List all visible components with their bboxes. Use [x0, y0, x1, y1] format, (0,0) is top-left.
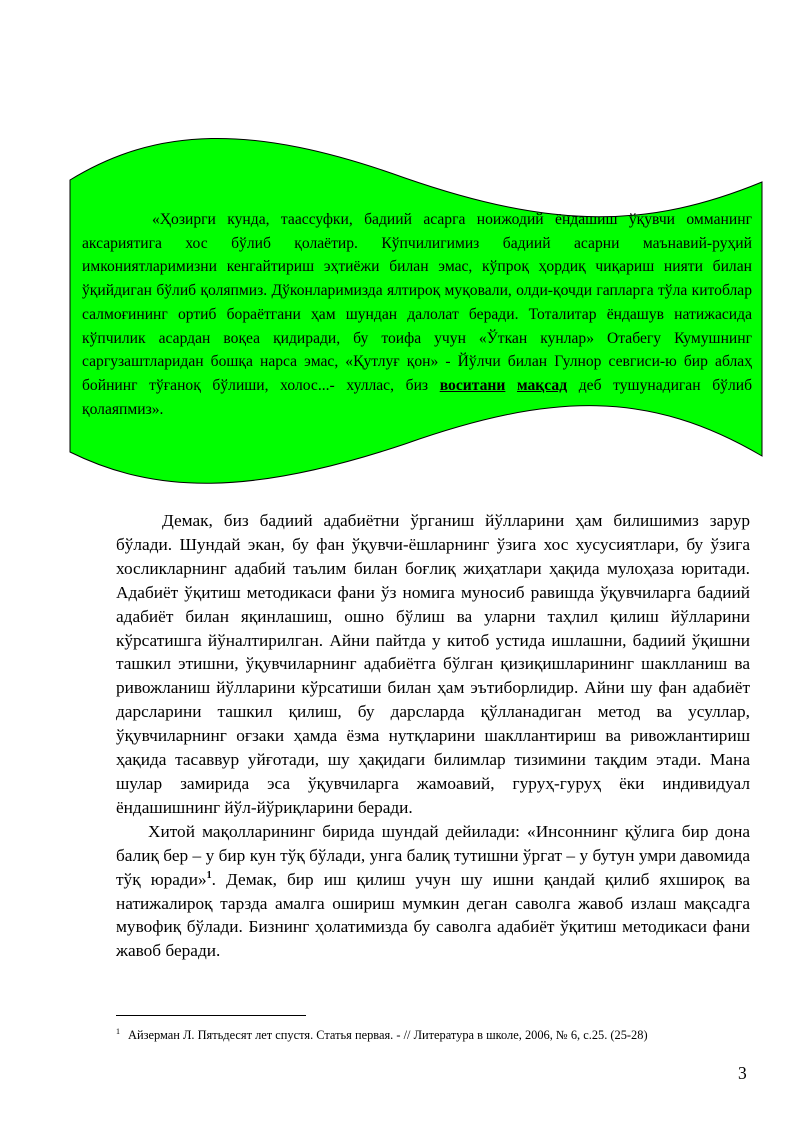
footnote-text: Айзерман Л. Пятьдесят лет спустя. Статья первая. - // Литература в школе, 2006, № 6, с.25. (25-28) — [128, 1028, 648, 1043]
quote-bold-word-2: мақсад — [517, 376, 568, 394]
footnote-number: 1 — [116, 1027, 120, 1036]
main-body — [116, 509, 750, 963]
paragraph-1: Демак, биз бадиий адабиётни ўрганиш йўлларини ҳам билишимиз зарур бўлади. Шундай экан, бу фан ўқувчи-ёшларнинг ўзига хос хусусиятлари, бу ўзига хосликларнинг адабий таълим билан боғлиқ жиҳатлари ҳақида мулоҳаза юритади. Адабиёт ўқитиш методикаси фани ўз номига муносиб равишда ўқувчиларга бадиий адабиёт билан яқинлашиш, ошно бўлиш ва уларни таҳлил қилиш йўлларини кўрсатишга йўналтирилган. Айни пайтда у китоб устида ишлашни, бадиий ўқишни ташкил этишни, ўқувчиларнинг адабиётга бўлган қизиқишларининг шаклланиш ва ривожланиш йўлларини кўрсатиши билан ҳам эътиборлидир. Айни шу фан адабиёт дарсларини ташкил қилиш, бу дарсларда қўлланадиган метод ва усуллар, ўқувчиларнинг оғзаки ҳамда ёзма нутқларини шакллантириш ва ривожлантириш ҳақида тасаввур уйғотади, шу ҳақидаги билимлар тизимини тақдим этади. Мана шулар замирида эса ўқувчиларга жамоавий, гуруҳ-гуруҳ ёки индивидуал ёндашишнинг йўл-йўриқларини беради. — [116, 511, 750, 817]
footnote — [116, 1024, 756, 1043]
quote-text — [82, 208, 752, 421]
quote-text-end: деб тушунадиган бўлиб қолаяпмиз». — [82, 376, 753, 418]
footnote-divider — [116, 1015, 306, 1016]
page-number: 3 — [738, 1063, 747, 1083]
paragraph-2 — [116, 820, 750, 963]
paragraph-2-end: . Демак, бир иш қилиш учун шу ишни қандай қилиб яхшироқ ва натижалироқ тарзда амалга ошириш мумкин деган саволга жавоб излаш мақсадга мувофиқ бўлади. Бизнинг ҳолатимизда бу саволга адабиёт ўқитиш методикаси фани жавоб беради. — [116, 869, 750, 961]
paragraph-2-start: Хитой мақолларининг бирида шундай дейилади: «Инсоннинг қўлига бир дона балиқ бер – у бир кун тўқ бўлади, унга балиқ тутишни ўргат – у бутун умри давомида тўқ юради» — [116, 821, 750, 889]
quote-bold-word-1: воситани — [439, 376, 506, 394]
footnote-reference[interactable]: 1 — [206, 869, 212, 881]
quote-text-main: «Ҳозирги кунда, таассуфки, бадиий асарга ноижодий ёндашиш ўқувчи оммaнинг aксариятига хос бўлиб қолаётир. Кўпчилигимиз бадиий асарни маънавий-руҳий имкониятларимизни кенгайтириш эҳтиёжи билан эмас, кўпроқ ҳордиқ чиқариш нияти билан ўқийдиган бўлиб қоляпмиз. Дўконларимизда ялтироқ муқовали, олди-қочди гапларга тўла китоблар салмоғининг ортиб бораётгани ҳам шундан далолат беради. Тоталитар ёндашув натижасида кўпчилик асардан воқеа қидиради, бу тоифа учун «Ўткан кунлар» Отабегу Кумушнинг саргузаштларидан бошқа нарса эмас, «Қутлуғ қон» - Йўлчи билан Гулнор севгиси-ю бир аблаҳ бойнинг тўғаноқ бўлиши, холос...- хуллас, биз — [82, 211, 752, 394]
